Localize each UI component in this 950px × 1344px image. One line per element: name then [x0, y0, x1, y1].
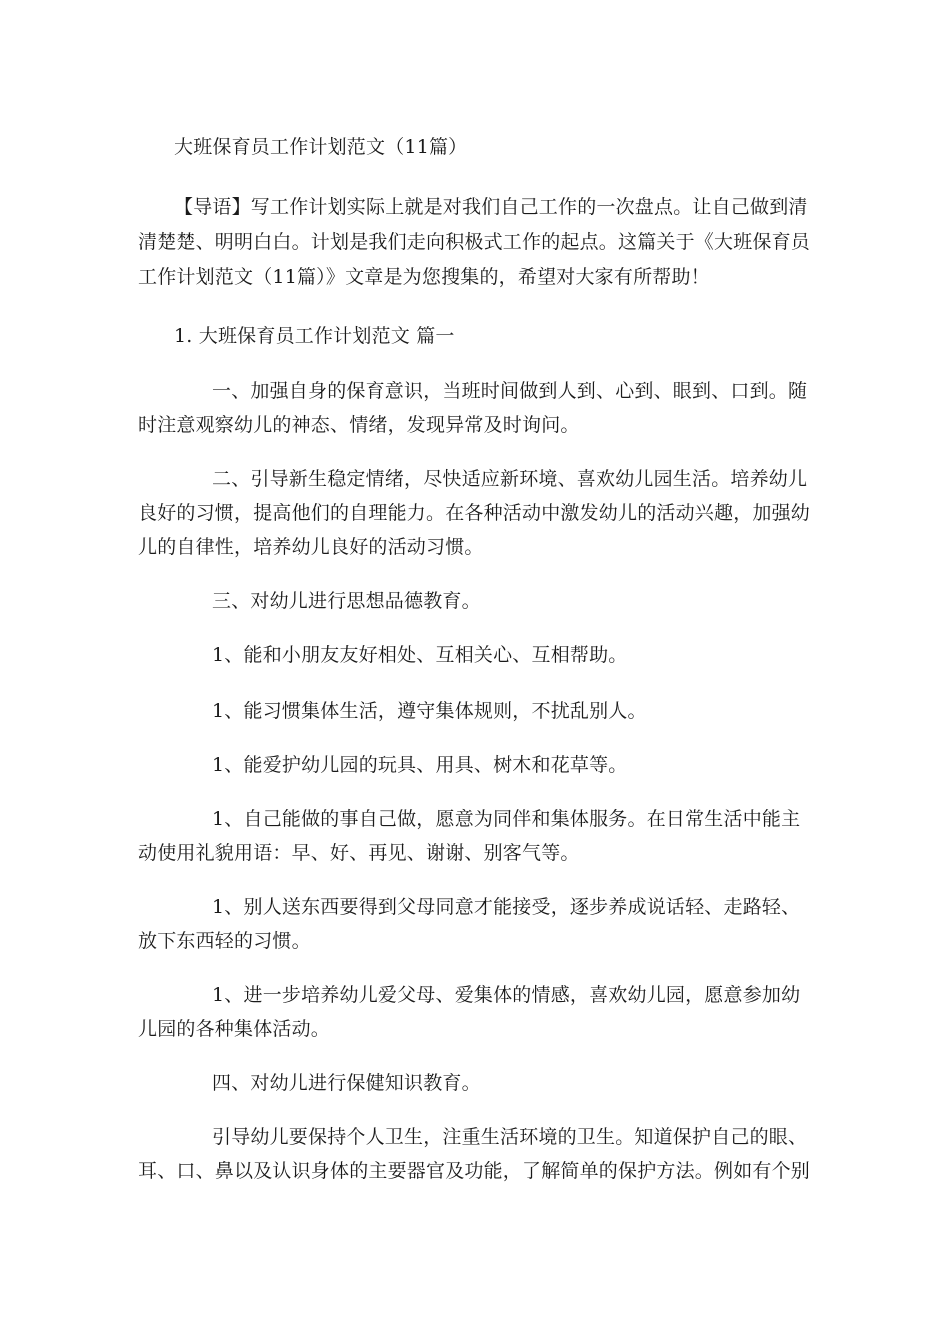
paragraph-line: 1、别人送东西要得到父母同意才能接受，逐步养成说话轻、走路轻、	[212, 896, 801, 918]
document-title: 大班保育员工作计划范文（11篇）	[174, 136, 468, 158]
paragraph-line: 1、自己能做的事自己做，愿意为同伴和集体服务。在日常生活中能主	[212, 808, 801, 830]
paragraph-line: 时注意观察幼儿的神态、情绪，发现异常及时询问。	[138, 414, 580, 436]
paragraph-line: 儿的自律性，培养幼儿良好的活动习惯。	[138, 536, 484, 558]
paragraph-line: 1、能和小朋友友好相处、互相关心、互相帮助。	[212, 644, 628, 666]
paragraph-line: 动使用礼貌用语：早、好、再见、谢谢、别客气等。	[138, 842, 580, 864]
paragraph-line: 良好的习惯，提高他们的自理能力。在各种活动中激发幼儿的活动兴趣，加强幼	[138, 502, 811, 524]
paragraph-line: 三、对幼儿进行思想品德教育。	[212, 590, 481, 612]
paragraph-line: 二、引导新生稳定情绪，尽快适应新环境、喜欢幼儿园生活。培养幼儿	[212, 468, 808, 490]
paragraph-line: 一、加强自身的保育意识，当班时间做到人到、心到、眼到、口到。随	[212, 380, 808, 402]
paragraph-line: 1、能爱护幼儿园的玩具、用具、树木和花草等。	[212, 754, 628, 776]
paragraph-line: 四、对幼儿进行保健知识教育。	[212, 1072, 481, 1094]
intro-line: 【导语】写工作计划实际上就是对我们自己工作的一次盘点。让自己做到清	[174, 196, 808, 218]
paragraph-line: 放下东西轻的习惯。	[138, 930, 311, 952]
section-heading: 1. 大班保育员工作计划范文 篇一	[174, 325, 455, 347]
paragraph-line: 1、能习惯集体生活，遵守集体规则，不扰乱别人。	[212, 700, 647, 722]
paragraph-line: 耳、口、鼻以及认识身体的主要器官及功能，了解简单的保护方法。例如有个别	[138, 1160, 811, 1182]
paragraph-line: 儿园的各种集体活动。	[138, 1018, 331, 1040]
paragraph-line: 1、进一步培养幼儿爱父母、爱集体的情感，喜欢幼儿园，愿意参加幼	[212, 984, 801, 1006]
paragraph-line: 引导幼儿要保持个人卫生，注重生活环境的卫生。知道保护自己的眼、	[212, 1126, 808, 1148]
intro-line: 清楚楚、明明白白。计划是我们走向积极式工作的起点。这篇关于《大班保育员	[138, 231, 811, 253]
intro-line: 工作计划范文（11篇）》文章是为您搜集的，希望对大家有所帮助！	[138, 266, 710, 288]
